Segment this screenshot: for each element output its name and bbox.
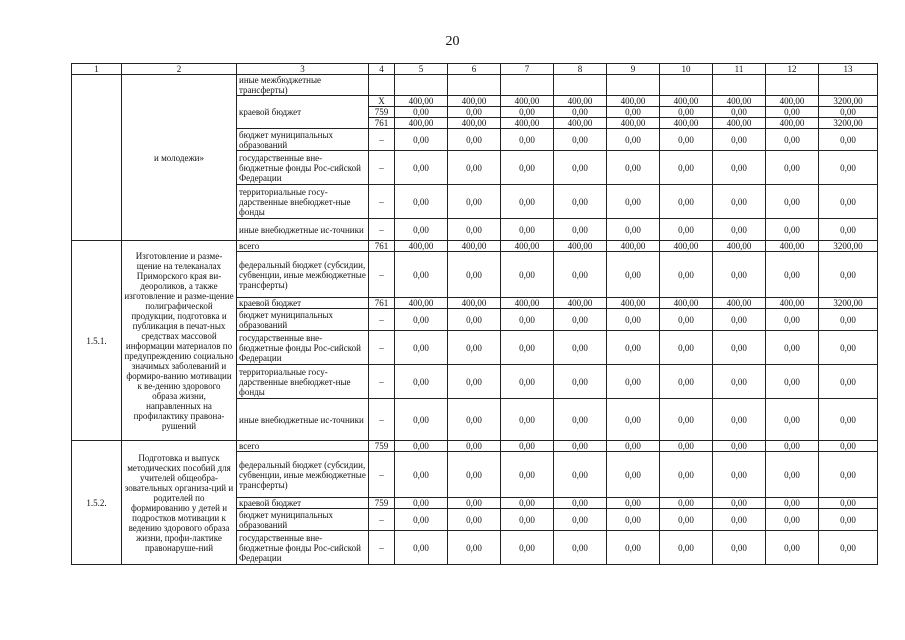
item-number xyxy=(72,75,122,241)
year-value: 0,00 xyxy=(607,441,660,452)
year-value: 0,00 xyxy=(395,309,448,331)
year-value: 0,00 xyxy=(766,365,819,399)
total-value: 0,00 xyxy=(819,129,878,151)
funding-source: государственные вне-бюджетные фонды Рос-сийской Федерации xyxy=(237,531,369,565)
year-value: 0,00 xyxy=(713,331,766,365)
year-value: 0,00 xyxy=(395,252,448,298)
total-value: 0,00 xyxy=(819,252,878,298)
year-value: 400,00 xyxy=(660,241,713,252)
funding-source: федеральный бюджет (субсидии, субвенции, иные межбюджетные трансферты) xyxy=(237,252,369,298)
year-value: 0,00 xyxy=(501,498,554,509)
year-value: 0,00 xyxy=(554,309,607,331)
year-value: 0,00 xyxy=(766,452,819,498)
year-value: 400,00 xyxy=(501,298,554,309)
funding-source: бюджет муниципальных образований xyxy=(237,309,369,331)
year-value: 0,00 xyxy=(554,107,607,118)
year-value: 400,00 xyxy=(660,118,713,129)
funding-source: бюджет муниципальных образований xyxy=(237,129,369,151)
year-value: 0,00 xyxy=(501,151,554,185)
year-value: 400,00 xyxy=(766,241,819,252)
year-value: 0,00 xyxy=(501,129,554,151)
year-value: 0,00 xyxy=(660,219,713,241)
year-value: 0,00 xyxy=(607,107,660,118)
year-value: 400,00 xyxy=(713,298,766,309)
year-value: 0,00 xyxy=(607,509,660,531)
year-value: 0,00 xyxy=(607,331,660,365)
year-value: 0,00 xyxy=(660,107,713,118)
total-value: 3200,00 xyxy=(819,118,878,129)
year-value: 0,00 xyxy=(766,185,819,219)
year-value: 0,00 xyxy=(607,399,660,441)
year-value: 0,00 xyxy=(766,399,819,441)
year-value: 400,00 xyxy=(607,96,660,107)
item-number: 1.5.2. xyxy=(72,441,122,565)
year-value: 0,00 xyxy=(713,185,766,219)
year-value: 0,00 xyxy=(448,219,501,241)
total-value: 0,00 xyxy=(819,531,878,565)
budget-code: – xyxy=(369,365,395,399)
year-value: 0,00 xyxy=(713,309,766,331)
budget-code: 761 xyxy=(369,118,395,129)
year-value: 0,00 xyxy=(554,452,607,498)
year-value: 0,00 xyxy=(554,129,607,151)
year-value: 0,00 xyxy=(713,151,766,185)
item-title: Подготовка и выпуск методических пособий для учителей общеобра-зовательных организа-ций и родителей по формированию у детей и подростков мотивации к ведению здорового образа жизни, профи-лактике правонаруше-ний xyxy=(122,441,237,565)
column-header: 2 xyxy=(122,64,237,75)
year-value: 0,00 xyxy=(713,509,766,531)
column-header: 5 xyxy=(395,64,448,75)
year-value xyxy=(395,75,448,96)
year-value: 0,00 xyxy=(395,509,448,531)
year-value: 0,00 xyxy=(448,185,501,219)
column-header: 9 xyxy=(607,64,660,75)
year-value: 0,00 xyxy=(554,509,607,531)
total-value: 0,00 xyxy=(819,309,878,331)
year-value: 0,00 xyxy=(766,129,819,151)
year-value: 0,00 xyxy=(448,509,501,531)
year-value: 0,00 xyxy=(501,107,554,118)
column-header: 1 xyxy=(72,64,122,75)
total-value: 0,00 xyxy=(819,399,878,441)
total-value: 0,00 xyxy=(819,452,878,498)
column-header: 4 xyxy=(369,64,395,75)
year-value: 400,00 xyxy=(501,118,554,129)
year-value: 0,00 xyxy=(660,498,713,509)
year-value: 0,00 xyxy=(448,151,501,185)
total-value: 0,00 xyxy=(819,331,878,365)
column-header: 7 xyxy=(501,64,554,75)
year-value: 0,00 xyxy=(766,509,819,531)
year-value: 0,00 xyxy=(448,129,501,151)
year-value: 400,00 xyxy=(554,96,607,107)
year-value: 0,00 xyxy=(660,185,713,219)
year-value: 0,00 xyxy=(660,531,713,565)
year-value: 0,00 xyxy=(554,498,607,509)
year-value: 0,00 xyxy=(554,331,607,365)
year-value: 0,00 xyxy=(395,185,448,219)
item-title: и молодежи» xyxy=(122,75,237,241)
budget-code: – xyxy=(369,219,395,241)
year-value: 0,00 xyxy=(395,331,448,365)
budget-code xyxy=(369,75,395,96)
year-value: 400,00 xyxy=(395,118,448,129)
column-header: 6 xyxy=(448,64,501,75)
year-value: 0,00 xyxy=(501,441,554,452)
year-value: 0,00 xyxy=(713,452,766,498)
total-value: 3200,00 xyxy=(819,298,878,309)
year-value: 0,00 xyxy=(395,531,448,565)
year-value: 0,00 xyxy=(607,309,660,331)
table-row xyxy=(72,75,878,96)
year-value: 400,00 xyxy=(448,118,501,129)
year-value: 0,00 xyxy=(660,309,713,331)
year-value: 0,00 xyxy=(395,399,448,441)
year-value: 400,00 xyxy=(448,298,501,309)
year-value: 0,00 xyxy=(501,365,554,399)
year-value xyxy=(713,75,766,96)
total-value: 0,00 xyxy=(819,107,878,118)
year-value: 0,00 xyxy=(501,452,554,498)
budget-code: – xyxy=(369,309,395,331)
budget-table xyxy=(71,63,878,565)
year-value: 0,00 xyxy=(554,151,607,185)
year-value: 0,00 xyxy=(766,219,819,241)
total-value: 3200,00 xyxy=(819,241,878,252)
table-row xyxy=(72,241,878,252)
year-value: 0,00 xyxy=(660,365,713,399)
year-value: 0,00 xyxy=(660,129,713,151)
year-value: 0,00 xyxy=(395,151,448,185)
year-value: 0,00 xyxy=(448,441,501,452)
funding-source: федеральный бюджет (субсидии, субвенции, иные межбюджетные трансферты) xyxy=(237,452,369,498)
year-value: 0,00 xyxy=(554,252,607,298)
year-value: 0,00 xyxy=(766,151,819,185)
funding-source: краевой бюджет xyxy=(237,498,369,509)
year-value: 0,00 xyxy=(554,185,607,219)
year-value: 0,00 xyxy=(395,441,448,452)
total-value xyxy=(819,75,878,96)
total-value: 3200,00 xyxy=(819,96,878,107)
funding-source: иные межбюджетные трансферты) xyxy=(237,75,369,96)
total-value: 0,00 xyxy=(819,219,878,241)
total-value: 0,00 xyxy=(819,185,878,219)
year-value: 400,00 xyxy=(395,298,448,309)
column-header: 11 xyxy=(713,64,766,75)
year-value: 0,00 xyxy=(713,219,766,241)
year-value: 0,00 xyxy=(554,399,607,441)
year-value: 0,00 xyxy=(395,365,448,399)
budget-code: 759 xyxy=(369,498,395,509)
year-value: 0,00 xyxy=(660,151,713,185)
total-value: 0,00 xyxy=(819,365,878,399)
year-value: 400,00 xyxy=(713,96,766,107)
budget-code: – xyxy=(369,531,395,565)
year-value: 400,00 xyxy=(713,118,766,129)
year-value: 400,00 xyxy=(554,118,607,129)
funding-source: государственные вне-бюджетные фонды Рос-сийской Федерации xyxy=(237,151,369,185)
year-value xyxy=(766,75,819,96)
year-value: 0,00 xyxy=(607,365,660,399)
funding-source: всего xyxy=(237,441,369,452)
year-value: 0,00 xyxy=(501,399,554,441)
year-value: 0,00 xyxy=(766,107,819,118)
year-value: 0,00 xyxy=(448,531,501,565)
year-value: 0,00 xyxy=(448,309,501,331)
budget-code: – xyxy=(369,129,395,151)
year-value: 0,00 xyxy=(501,331,554,365)
year-value: 0,00 xyxy=(554,365,607,399)
budget-code: 759 xyxy=(369,441,395,452)
year-value: 0,00 xyxy=(713,441,766,452)
year-value: 0,00 xyxy=(713,399,766,441)
column-header: 10 xyxy=(660,64,713,75)
year-value: 0,00 xyxy=(607,185,660,219)
year-value: 400,00 xyxy=(660,96,713,107)
budget-code: – xyxy=(369,185,395,219)
funding-source: территориальные госу-дарственные внебюджет-ные фонды xyxy=(237,365,369,399)
year-value: 400,00 xyxy=(607,118,660,129)
year-value: 0,00 xyxy=(448,452,501,498)
year-value: 0,00 xyxy=(395,129,448,151)
year-value: 0,00 xyxy=(766,531,819,565)
year-value: 400,00 xyxy=(501,241,554,252)
year-value: 0,00 xyxy=(660,399,713,441)
year-value xyxy=(501,75,554,96)
page-number: 20 xyxy=(445,34,460,49)
year-value: 400,00 xyxy=(607,298,660,309)
year-value: 0,00 xyxy=(448,498,501,509)
year-value: 400,00 xyxy=(713,241,766,252)
year-value: 400,00 xyxy=(660,298,713,309)
year-value: 0,00 xyxy=(607,129,660,151)
year-value: 0,00 xyxy=(448,399,501,441)
year-value: 0,00 xyxy=(501,531,554,565)
total-value: 0,00 xyxy=(819,509,878,531)
total-value: 0,00 xyxy=(819,498,878,509)
year-value: 0,00 xyxy=(607,498,660,509)
table-row xyxy=(72,441,878,452)
column-header: 13 xyxy=(819,64,878,75)
year-value: 0,00 xyxy=(660,509,713,531)
year-value: 0,00 xyxy=(660,452,713,498)
year-value: 0,00 xyxy=(766,252,819,298)
year-value: 0,00 xyxy=(766,309,819,331)
year-value: 400,00 xyxy=(554,241,607,252)
funding-source: бюджет муниципальных образований xyxy=(237,509,369,531)
year-value: 0,00 xyxy=(766,498,819,509)
year-value: 400,00 xyxy=(607,241,660,252)
funding-source: иные внебюджетные ис-точники xyxy=(237,219,369,241)
year-value: 0,00 xyxy=(713,531,766,565)
funding-source: территориальные госу-дарственные внебюджет-ные фонды xyxy=(237,185,369,219)
year-value: 400,00 xyxy=(501,96,554,107)
year-value: 0,00 xyxy=(554,219,607,241)
budget-code: – xyxy=(369,509,395,531)
column-header: 8 xyxy=(554,64,607,75)
year-value: 0,00 xyxy=(501,252,554,298)
year-value xyxy=(607,75,660,96)
year-value: 0,00 xyxy=(501,309,554,331)
year-value: 400,00 xyxy=(395,241,448,252)
year-value: 0,00 xyxy=(395,452,448,498)
year-value: 0,00 xyxy=(501,219,554,241)
year-value: 0,00 xyxy=(766,441,819,452)
year-value: 0,00 xyxy=(713,365,766,399)
year-value: 400,00 xyxy=(395,96,448,107)
budget-code: – xyxy=(369,452,395,498)
year-value xyxy=(448,75,501,96)
year-value: 0,00 xyxy=(554,441,607,452)
funding-source: краевой бюджет xyxy=(237,96,369,129)
budget-code: X xyxy=(369,96,395,107)
year-value: 0,00 xyxy=(554,531,607,565)
header-row xyxy=(72,64,878,75)
budget-code: – xyxy=(369,151,395,185)
year-value: 0,00 xyxy=(448,252,501,298)
year-value: 0,00 xyxy=(395,107,448,118)
year-value: 0,00 xyxy=(501,509,554,531)
total-value: 0,00 xyxy=(819,441,878,452)
year-value xyxy=(660,75,713,96)
year-value: 400,00 xyxy=(766,298,819,309)
funding-source: всего xyxy=(237,241,369,252)
budget-code: 761 xyxy=(369,298,395,309)
budget-code: – xyxy=(369,331,395,365)
year-value: 0,00 xyxy=(501,185,554,219)
year-value: 0,00 xyxy=(607,531,660,565)
year-value: 0,00 xyxy=(713,107,766,118)
funding-source: государственные вне-бюджетные фонды Рос-сийской Федерации xyxy=(237,331,369,365)
budget-code: 759 xyxy=(369,107,395,118)
year-value: 0,00 xyxy=(607,219,660,241)
year-value: 0,00 xyxy=(448,365,501,399)
year-value: 0,00 xyxy=(448,331,501,365)
year-value: 0,00 xyxy=(660,441,713,452)
year-value xyxy=(554,75,607,96)
budget-code: – xyxy=(369,252,395,298)
year-value: 400,00 xyxy=(554,298,607,309)
year-value: 0,00 xyxy=(607,452,660,498)
year-value: 0,00 xyxy=(395,219,448,241)
year-value: 0,00 xyxy=(607,252,660,298)
year-value: 400,00 xyxy=(766,118,819,129)
budget-code: 761 xyxy=(369,241,395,252)
year-value: 0,00 xyxy=(713,498,766,509)
total-value: 0,00 xyxy=(819,151,878,185)
year-value: 400,00 xyxy=(766,96,819,107)
year-value: 0,00 xyxy=(448,107,501,118)
year-value: 0,00 xyxy=(660,252,713,298)
year-value: 400,00 xyxy=(448,96,501,107)
year-value: 0,00 xyxy=(713,129,766,151)
year-value: 0,00 xyxy=(713,252,766,298)
item-title: Изготовление и разме-щение на телеканалах Приморского края ви-деороликов, а также изготовление и разме-щение полиграфической продукции, подготовка и публикация в печат-ных средствах массовой информации материалов по предупреждению социально значимых заболеваний и формиро-ванию мотивации к ве-дению здорового образа жизни, направленных на профилактику правона-рушений xyxy=(122,241,237,441)
year-value: 0,00 xyxy=(660,331,713,365)
item-number: 1.5.1. xyxy=(72,241,122,441)
year-value: 0,00 xyxy=(607,151,660,185)
funding-source: иные внебюджетные ис-точники xyxy=(237,399,369,441)
year-value: 400,00 xyxy=(448,241,501,252)
year-value: 0,00 xyxy=(766,331,819,365)
funding-source: краевой бюджет xyxy=(237,298,369,309)
column-header: 3 xyxy=(237,64,369,75)
column-header: 12 xyxy=(766,64,819,75)
year-value: 0,00 xyxy=(395,498,448,509)
budget-code: – xyxy=(369,399,395,441)
